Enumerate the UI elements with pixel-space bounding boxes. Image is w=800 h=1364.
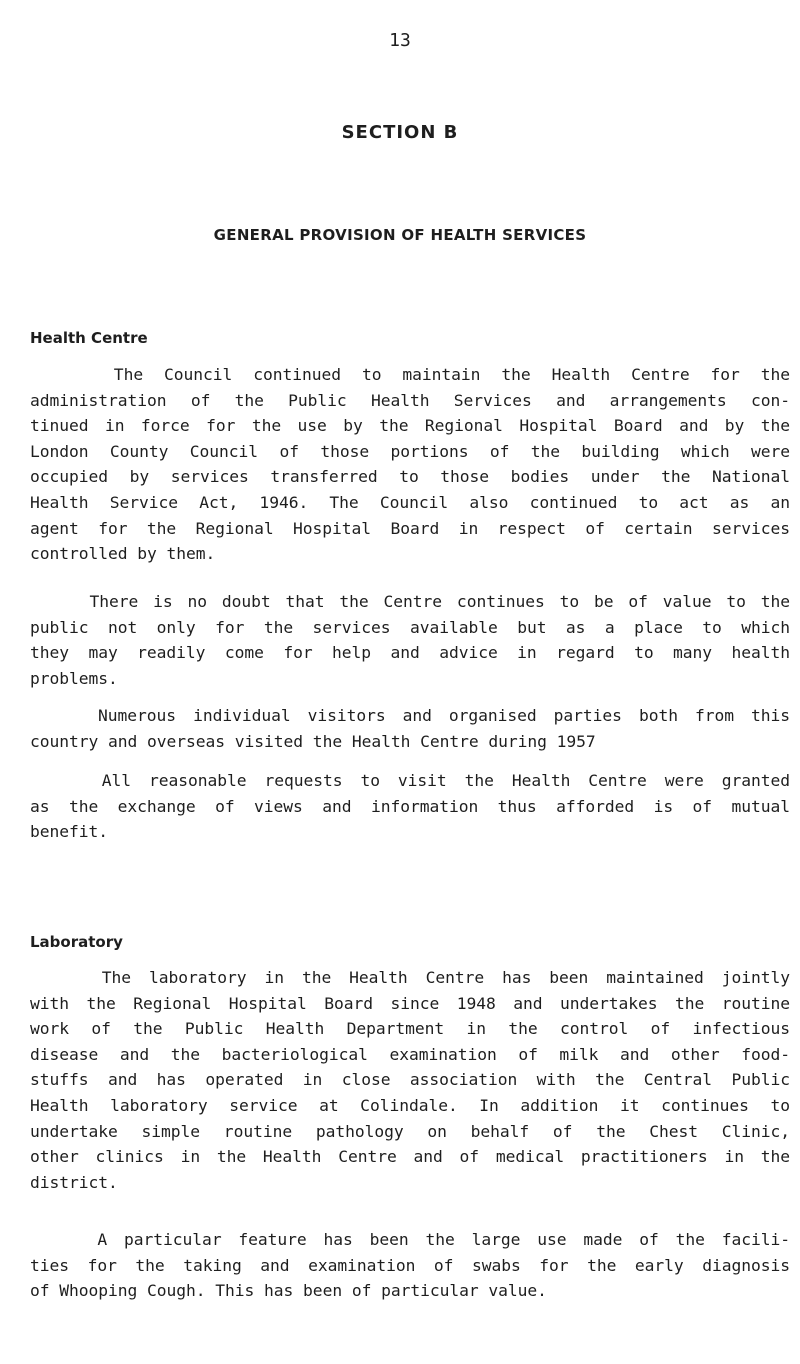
text-line: A particular feature has been the large use made of the facili-: [30, 1230, 790, 1249]
text-line: other clinics in the Health Centre and of medical practitioners in the: [30, 1147, 790, 1167]
text-line: problems.: [30, 668, 118, 688]
text-line: district.: [30, 1172, 118, 1192]
text-line: Health Service Act, 1946. The Council also continued to act as an: [30, 492, 790, 512]
text-line: Numerous individual visitors and organised parties both from this: [30, 706, 790, 725]
heading-health-centre: Health Centre: [30, 329, 148, 347]
text-line: stuffs and has operated in close association with the Central Public: [30, 1070, 790, 1090]
paragraph-health-centre-2: [30, 589, 790, 691]
text-line: controlled by them.: [30, 544, 216, 564]
paragraph-health-centre-4: [30, 768, 790, 845]
text-line: with the Regional Hospital Board since 1948 and undertakes the routine: [30, 993, 790, 1013]
text-line: All reasonable requests to visit the Health Centre were granted: [30, 771, 790, 790]
text-line: undertake simple routine pathology on behalf of the Chest Clinic,: [30, 1121, 790, 1141]
paragraph-health-centre-3: [30, 703, 790, 754]
text-line: public not only for the services available but as a place to which: [30, 617, 790, 637]
text-line: London County Council of those portions of the building which were: [30, 441, 790, 461]
text-line: they may readily come for help and advice in regard to many health: [30, 643, 790, 663]
text-line: as the exchange of views and information thus afforded is of mutual: [30, 796, 790, 816]
text-line: work of the Public Health Department in the control of infectious: [30, 1019, 790, 1039]
section-subtitle: GENERAL PROVISION OF HEALTH SERVICES: [213, 226, 587, 244]
paragraph-health-centre-1: [30, 362, 790, 567]
page-number: 13: [389, 30, 411, 51]
text-line: occupied by services transferred to those bodies under the National: [30, 467, 790, 487]
text-line: of Whooping Cough. This has been of particular value.: [30, 1281, 547, 1301]
text-line: tinued in force for the use by the Regional Hospital Board and by the: [30, 416, 790, 436]
text-line: disease and the bacteriological examination of milk and other food-: [30, 1044, 790, 1064]
paragraph-laboratory-1: [30, 965, 790, 1195]
text-line: administration of the Public Health Services and arrangements con-: [30, 390, 790, 410]
heading-laboratory: Laboratory: [30, 933, 123, 951]
paragraph-laboratory-2: [30, 1227, 790, 1304]
section-title: SECTION B: [341, 122, 459, 143]
text-line: The laboratory in the Health Centre has been maintained jointly: [30, 968, 790, 987]
text-line: agent for the Regional Hospital Board in respect of certain services: [30, 518, 790, 538]
text-line: benefit.: [30, 822, 109, 842]
text-line: Health laboratory service at Colindale. In addition it continues to: [30, 1095, 790, 1115]
text-line: There is no doubt that the Centre continues to be of value to the: [30, 592, 790, 611]
text-line: country and overseas visited the Health Centre during 1957: [30, 731, 596, 751]
text-line: The Council continued to maintain the Health Centre for the: [30, 365, 790, 384]
text-line: ties for the taking and examination of swabs for the early diagnosis: [30, 1255, 790, 1275]
